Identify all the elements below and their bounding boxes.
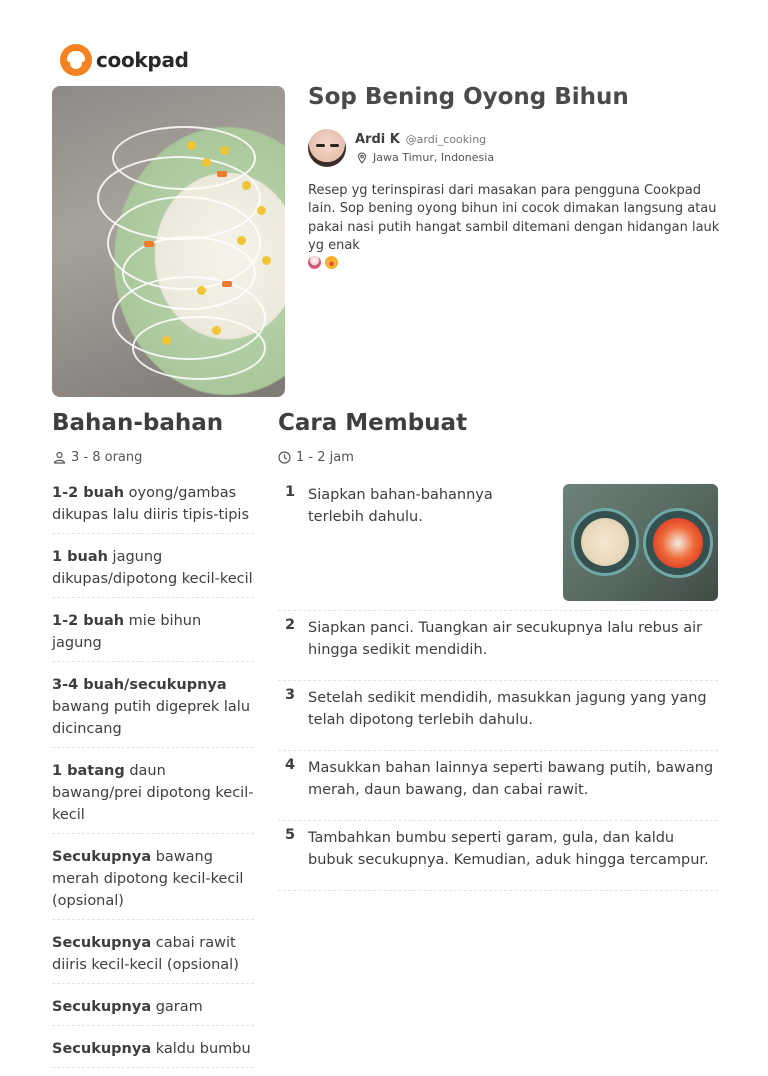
ingredient-qty: 1-2 buah xyxy=(52,613,125,629)
ingredient-item xyxy=(52,1034,254,1068)
step-number: 4 xyxy=(285,757,296,773)
step-photo[interactable] xyxy=(563,484,718,601)
ingredient-item xyxy=(52,992,254,1026)
step-number: 3 xyxy=(285,687,296,703)
step-list xyxy=(278,478,718,891)
ingredient-item xyxy=(52,542,254,598)
ingredient-qty: 1 buah xyxy=(52,549,108,565)
logo-text: cookpad xyxy=(96,48,189,72)
location-label: Jawa Timur, Indonesia xyxy=(373,151,495,164)
author-handle: @ardi_cooking xyxy=(405,133,487,146)
smile-emoji-icon xyxy=(325,256,338,269)
chef-hat-icon xyxy=(60,44,92,76)
bowl-emoji-icon xyxy=(308,256,321,269)
ingredient-qty: Secukupnya xyxy=(52,1041,152,1057)
cookpad-logo[interactable] xyxy=(60,44,189,76)
steps-heading: Cara Membuat xyxy=(278,410,468,436)
step-item xyxy=(278,681,718,751)
step-text: Siapkan bahan-bahannya terlebih dahulu. xyxy=(308,487,493,525)
ingredient-text: bawang merah dipotong kecil-kecil (opsional) xyxy=(52,849,244,909)
ingredient-list xyxy=(52,478,254,1076)
ingredient-item xyxy=(52,606,254,662)
recipe-description xyxy=(308,182,720,273)
ingredient-qty: 3-4 buah/secukupnya xyxy=(52,677,227,693)
map-pin-icon xyxy=(356,152,368,164)
ingredient-qty: 1-2 buah xyxy=(52,485,125,501)
step-item xyxy=(278,821,718,891)
ingredient-text: garam xyxy=(151,999,203,1015)
step-text: Setelah sedikit mendidih, masukkan jagung yang yang telah dipotong terlebih dahulu. xyxy=(308,690,707,728)
author-location xyxy=(356,151,494,164)
ingredient-text: cabai rawit diiris kecil-kecil (opsional) xyxy=(52,935,239,973)
step-item xyxy=(278,751,718,821)
ingredients-heading: Bahan-bahan xyxy=(52,410,224,436)
step-text: Tambahkan bumbu seperti garam, gula, dan kaldu bubuk secukupnya. Kemudian, aduk hingga tercampur. xyxy=(308,830,709,868)
description-text: Resep yg terinspirasi dari masakan para pengguna Cookpad lain. Sop bening oyong bihun ini cocok dimakan langsung atau pakai nasi putih hangat sambil ditemani dengan hidangan lauk yg enak xyxy=(308,183,720,253)
ingredient-item xyxy=(52,478,254,534)
ingredient-text: oyong/gambas dikupas lalu diiris tipis-tipis xyxy=(52,485,250,523)
author-name[interactable]: Ardi K xyxy=(355,132,400,147)
ingredient-text: mie bihun jagung xyxy=(52,613,202,651)
step-item xyxy=(278,611,718,681)
ingredient-qty: 1 batang xyxy=(52,763,125,779)
cook-time-label: 1 - 2 jam xyxy=(296,450,354,465)
ingredient-item xyxy=(52,756,254,834)
ingredient-text: daun bawang/prei dipotong kecil-kecil xyxy=(52,763,254,823)
ingredient-item xyxy=(52,928,254,984)
cook-time xyxy=(278,450,354,465)
recipe-photo xyxy=(52,86,285,397)
servings-label: 3 - 8 orang xyxy=(71,450,143,465)
step-text: Masukkan bahan lainnya seperti bawang putih, bawang merah, daun bawang, dan cabai rawit. xyxy=(308,760,714,798)
step-item xyxy=(278,478,718,611)
step-number: 5 xyxy=(285,827,296,843)
author-info xyxy=(355,132,486,147)
ingredient-text: bawang putih digeprek lalu dicincang xyxy=(52,699,251,737)
ingredient-item xyxy=(52,842,254,920)
ingredient-qty: Secukupnya xyxy=(52,849,152,865)
ingredient-text: kaldu bumbu xyxy=(151,1041,251,1057)
ingredient-item xyxy=(52,670,254,748)
ingredient-qty: Secukupnya xyxy=(52,999,152,1015)
clock-icon xyxy=(278,451,291,464)
servings xyxy=(53,450,142,465)
ingredient-qty: Secukupnya xyxy=(52,935,152,951)
step-text: Siapkan panci. Tuangkan air secukupnya lalu rebus air hingga sedikit mendidih. xyxy=(308,620,703,658)
step-number: 2 xyxy=(285,617,296,633)
person-icon xyxy=(53,451,66,464)
ingredient-text: jagung dikupas/dipotong kecil-kecil xyxy=(52,549,253,587)
author-avatar[interactable] xyxy=(308,129,346,167)
step-number: 1 xyxy=(285,484,296,500)
recipe-title: Sop Bening Oyong Bihun xyxy=(308,84,629,110)
